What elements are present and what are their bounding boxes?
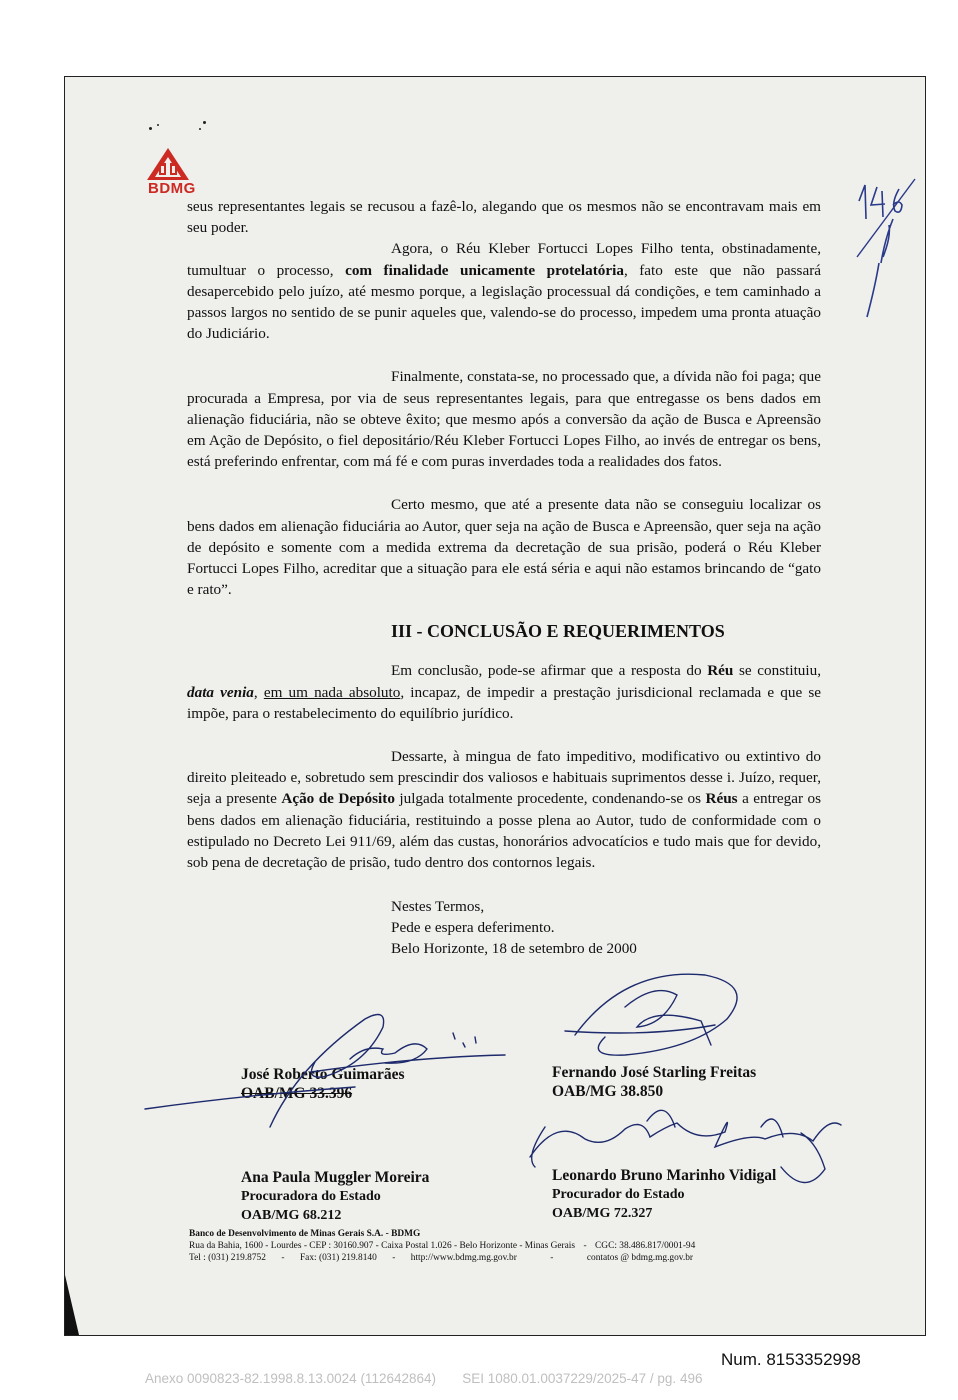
text-run: se constituiu, [733,662,821,680]
footer-address-text: Rua da Bahia, 1600 - Lourdes - CEP : 30160.907 - Caixa Postal 1.026 - Belo Horizonte - Minas Gerais [189,1241,576,1252]
footer-website: http://www.bdmg.mg.gov.br [410,1253,517,1264]
closing-date: Belo Horizonte, 18 de setembro de 2000 [391,940,637,958]
signatory-3 [241,1168,429,1225]
signatory-title: Procurador do Estado [552,1187,685,1202]
signatory-oab: OAB/MG 72.327 [552,1206,653,1221]
bold-text: Réus [705,790,738,808]
footer-contacts: Tel : (031) 219.8752 - Fax: (031) 219.8140 - http://www.bdmg.mg.gov.br - contatos @ bdmg.mg.gov.br [189,1253,694,1264]
footer-cgc: CGC: 38.486.817/0001-94 [595,1241,696,1252]
closing-line-2: Pede e espera deferimento. [391,919,555,937]
closing-block [391,896,821,959]
bold-italic-text: data venia [187,683,254,701]
signature-stroke [625,991,711,1045]
signature-stroke [575,974,737,1055]
signatory-name: Ana Paula Muggler Moreira [241,1169,430,1186]
footer-company: Banco de Desenvolvimento de Minas Gerais S.A. - BDMG [189,1229,421,1239]
scan-speck [199,128,201,130]
text-run: Dessarte, à mingua de fato impeditivo, modificativo ou extintivo do direito pleiteado e, sobretudo sem prescindir dos valiosos e habituais suprimentos desse i. Juízo, requer, seja a presente [187,748,821,808]
paragraph-4: Certo mesmo, que até a presente data não se conseguiu localizar os bens dados em alienação fiduciária ao Autor, quer seja na ação de Busca e Apreensão, quer seja na ação de depósito e somente com a medida extrema da decretação de sua prisão, poderá o Réu Kleber Fortucci Lopes Filho, acreditar que a situação para ele está séria e aqui não estamos brincando de “gato e rato”. [187,496,821,599]
signatory-1 [241,1065,405,1103]
document-number: Num. 8153352998 [721,1350,861,1369]
scan-speck [149,127,152,130]
text-run: , incapaz, de impedir a prestação jurisdicional reclamada e que se impõe, para o restabelecimento do equilíbrio jurídico. [187,683,821,722]
annex-stamp: Anexo 0090823-82.1998.8.13.0024 (112642864) SEI 1080.01.0037229/2025-47 / pg. 496 [145,1371,703,1386]
bold-text: Ação de Depósito [281,790,395,808]
logo-text: BDMG [148,180,196,197]
text-run: , [253,683,264,701]
text-run: Em conclusão, pode-se afirmar que a resposta do [391,662,708,680]
paragraph-1: seus representantes legais se recusou a fazê-lo, alegando que os mesmos não se encontravam mais em seu poder. [187,198,821,237]
handwritten-page-number [855,177,925,337]
text-run: a entregar os bens dados em alienação fiduciária, restituindo a posse plena ao Autor, tudo de conformidade com o estipulado no Decreto Lei 911/69, além das custas, honorários advocatícios e tudo mais que for devido, sob pena de decretação de prisão, tudo dentro dos contornos legais. [187,790,821,872]
signature-stroke [530,1122,841,1157]
text-run: , fato este que não passará desapercebido pelo juízo, até mesmo porque, a legislação processual dá condições, e tem caminhado a passos largos no sentido de se punir aqueles que, valendo-se do processo, impedem uma pronta atuação do Judiciário. [187,261,821,343]
signatory-name: José Roberto Guimarães [241,1066,405,1083]
section-heading: III - CONCLUSÃO E REQUERIMENTOS [391,621,725,642]
letterhead-footer [189,1228,695,1265]
footer-phone: Tel : (031) 219.8752 [189,1253,266,1264]
underlined-text: em um nada absoluto [263,683,401,701]
signature-stroke [350,1044,427,1063]
bdmg-logo [145,147,196,197]
text-run: julgada totalmente procedente, condenando-se os [394,790,706,808]
footer-address: Rua da Bahia, 1600 - Lourdes - CEP : 30160.907 - Caixa Postal 1.026 - Belo Horizonte - Minas Gerais - CGC: 38.486.817/0001-94 [189,1241,696,1252]
signatory-4 [552,1166,776,1223]
signatory-oab: OAB/MG 68.212 [241,1208,342,1223]
signature-stroke [565,1025,715,1033]
scan-edge-shadow [65,1275,79,1335]
paragraph-5 [187,660,821,724]
signatory-2 [552,1063,756,1101]
signatory-title: Procuradora do Estado [241,1189,381,1204]
signature-stroke [453,1033,476,1047]
bold-text: com finalidade unicamente protelatória [345,261,624,279]
text-run: Agora, o Réu Kleber Fortucci Lopes Filho tenta, obstinadamente, tumultuar o processo, [187,240,821,279]
footer-email: contatos @ bdmg.mg.gov.br [586,1253,694,1264]
scan-speck [157,124,159,126]
signatory-name: Leonardo Bruno Marinho Vidigal [552,1167,777,1184]
scan-speck [203,121,206,124]
signatory-name: Fernando José Starling Freitas [552,1064,757,1081]
signatory-oab: OAB/MG 33.396 [241,1085,353,1102]
signatory-oab: OAB/MG 38.850 [552,1083,664,1100]
paragraph-2 [187,238,821,344]
document-body [187,196,821,959]
paragraph-6 [187,746,821,873]
paragraph-3: Finalmente, constata-se, no processado que, a dívida não foi paga; que procurada a Empresa, por via de seus representantes legais, para que entregasse os bens dados em alienação fiduciária, não se obteve êxito; que mesmo após a conversão da ação de Busca e Apreensão em Ação de Depósito, o fiel depositário/Réu Kleber Fortucci Lopes Filho, ao invés de entregar os bens, está preferindo enfrentar, com má fé e com puras inverdades toda a realidades dos fatos. [187,368,821,471]
scanned-page [64,76,926,1336]
closing-line-1: Nestes Termos, [391,898,485,916]
bold-text: Réu [707,662,734,680]
footer-fax: Fax: (031) 219.8140 [299,1253,377,1264]
signature-stroke [532,1127,545,1167]
